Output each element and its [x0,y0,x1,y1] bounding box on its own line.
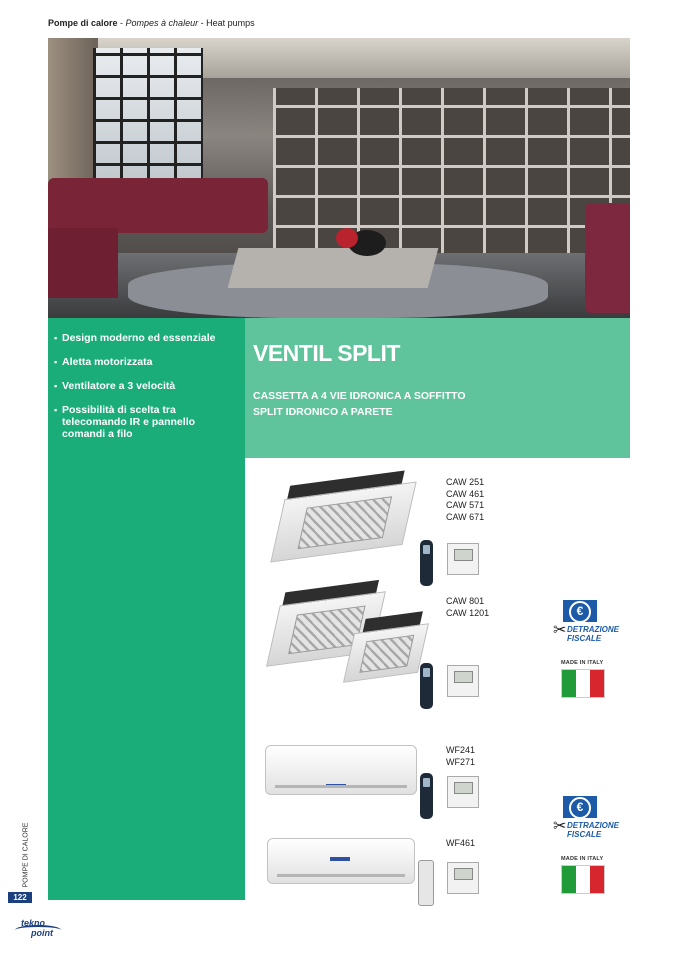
wall-panel-image [447,665,479,697]
tekno-point-logo: tekno point [15,918,63,940]
header-category-fr: Pompes à chaleur [125,18,199,28]
ir-remote-image [420,773,433,819]
feature-item: ▪ Aletta motorizzata [55,356,235,368]
ir-remote-image [420,540,433,586]
scissors-icon: ✂ [553,622,567,639]
product-subtitle: CASSETTA A 4 VIE IDRONICA A SOFFITTO SPLIT IDRONICO A PARETE [253,390,466,418]
sofa-image [48,178,268,233]
feature-list [48,318,245,440]
ir-remote-image [420,663,433,709]
page-number: 122 [8,892,32,903]
model-list-cassette-small: CAW 251 CAW 461 CAW 571 CAW 671 [446,477,485,522]
window-image [93,48,203,188]
euro-icon [563,796,597,818]
features-panel [48,318,245,900]
tax-deduction-badge: € ✂ DETRAZIONE FISCALE [553,600,623,650]
feature-item: ▪ Ventilatore a 3 velocità [55,380,235,392]
header-category-it: Pompe di calore [48,18,118,28]
title-panel [245,318,630,458]
page-header: Pompe di calore - Pompes à chaleur - Heat pumps [48,18,255,28]
cassette-unit-large-image-2 [343,623,429,683]
feature-item: ▪ Design moderno ed essenziale [55,332,235,344]
feature-item: ▪ Possibilità di scelta tra telecomando IR e pannello comandi a filo [55,404,235,440]
made-in-italy-badge: MADE IN ITALY [561,856,606,894]
italy-flag-icon [561,669,605,698]
side-section-label: POMPE DI CALORE [22,822,30,888]
wall-panel-image [447,543,479,575]
wired-remote-image [418,860,434,906]
model-list-split-large: WF461 [446,838,476,848]
coffee-table-image [228,248,439,288]
hero-photo [48,38,630,318]
bookshelf-image [273,88,630,258]
wall-panel-image [447,776,479,808]
model-list-cassette-large: CAW 801 CAW 1201 [446,596,490,618]
made-in-italy-badge: MADE IN ITALY [561,660,606,698]
wall-panel-image [447,862,479,894]
scissors-icon: ✂ [553,818,567,835]
wall-split-unit-image [265,745,417,795]
product-title: VENTIL SPLIT [253,340,400,366]
model-list-split-small: WF241 WF271 [446,745,476,767]
tax-deduction-badge: € ✂ DETRAZIONE FISCALE [553,796,623,846]
header-category-en: Heat pumps [206,18,255,28]
wall-split-unit-large-image [267,838,415,884]
italy-flag-icon [561,865,605,894]
euro-icon [563,600,597,622]
